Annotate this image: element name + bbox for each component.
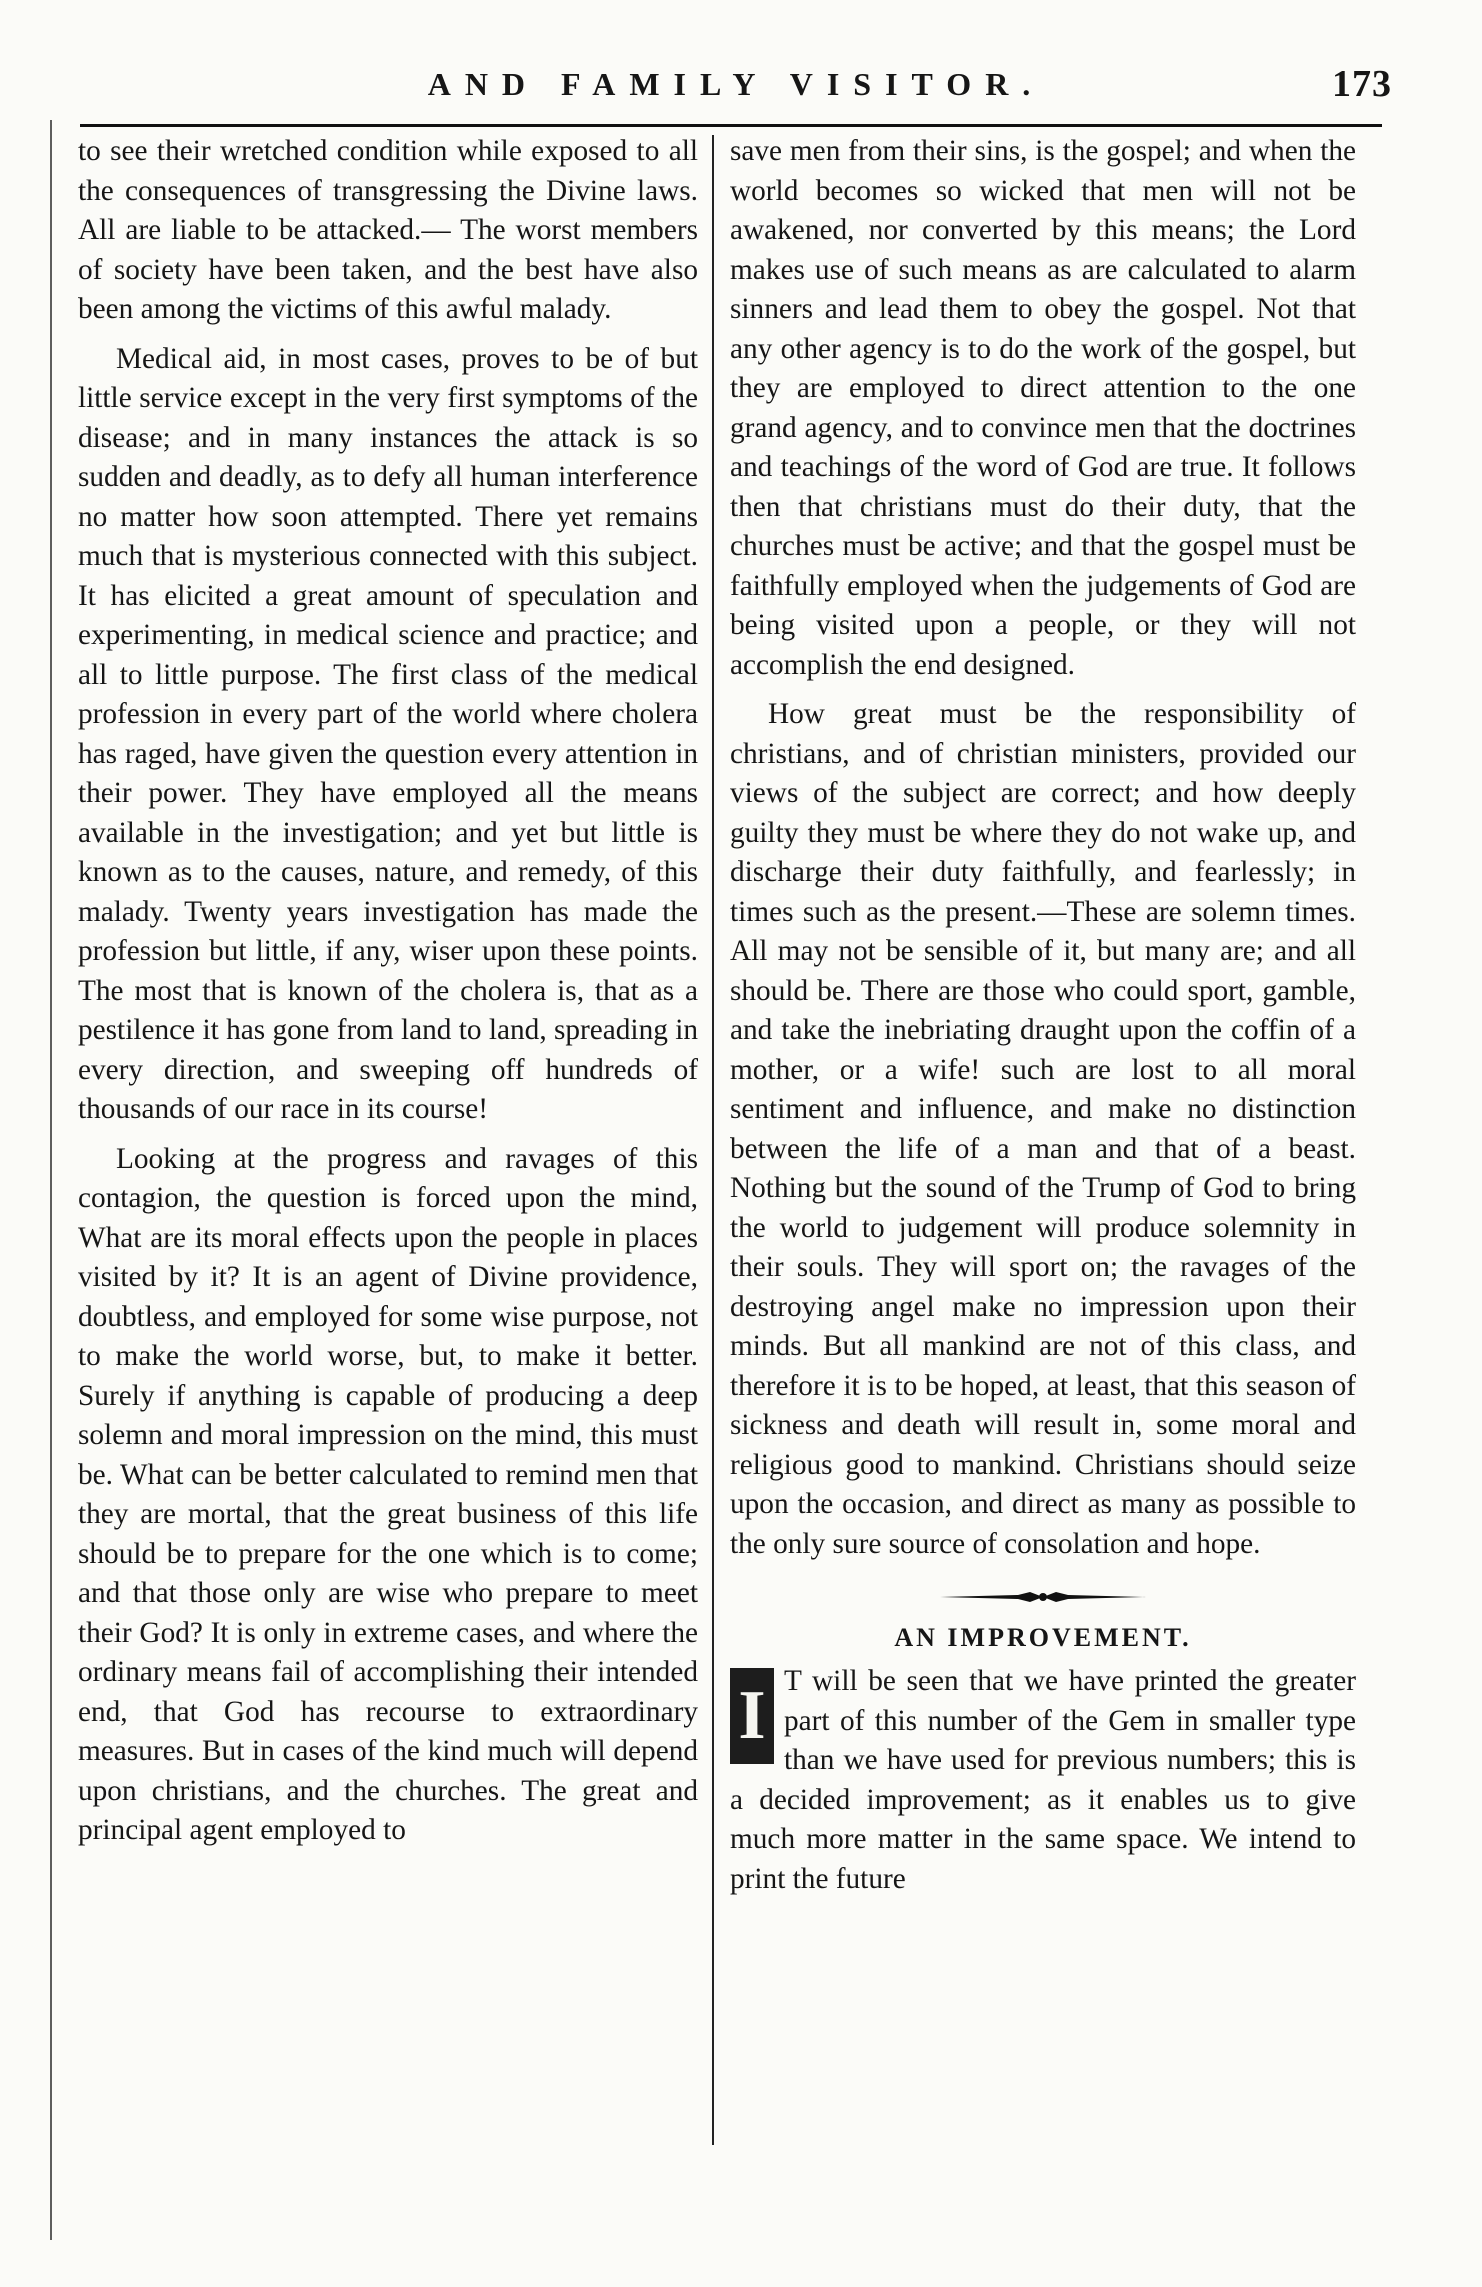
page-number: 173 <box>1332 63 1392 105</box>
section-heading: AN IMPROVEMENT. <box>894 1623 1192 1652</box>
article-body <box>730 1662 1356 1899</box>
left-paragraph-1: to see their wretched condition while exposed to all the consequences of transgressing the Divine laws. All are liable to be attacked.— The worst members of society have been taken, and the best have also been among the victims of this awful malady. <box>78 135 698 325</box>
ornament-rule-icon <box>938 1590 1148 1604</box>
running-header-title: AND FAMILY VISITOR. <box>427 66 1045 102</box>
right-column <box>730 132 1356 1899</box>
left-column <box>78 132 698 1851</box>
section-ornament-divider <box>938 1590 1148 1604</box>
drop-cap-letter: I <box>730 1668 774 1764</box>
header-rule <box>80 124 1382 127</box>
right-paragraph-1: save men from their sins, is the gospel; and when the world becomes so wicked that men will not be awakened, nor converted by this means; the Lord makes use of such means as are calculated to alarm sinners and lead them to obey the gospel. Not that any other agency is to do the work of the gospel, but they are employed to direct attention to the one grand agency, and to convince men that the doctrines and teachings of the word of God are true. It follows then that christians must do their duty, that the churches must be active; and that the gospel must be faithfully employed when the judgements of God are being visited upon a people, or they will not accomplish the end designed. <box>730 135 1356 681</box>
left-paragraph-3: Looking at the progress and ravages of this contagion, the question is forced upon the mind, What are its moral effects upon the people in places visited by it? It is an agent of Divine providence, doubtless, and employed for some wise purpose, not to make the world worse, but, to make it better. Surely if anything is capable of producing a deep solemn and moral impression on the mind, this must be. What can be better calculated to remind men that they are mortal, that the great business of this life should be to prepare for the one which is to come; and that those only are wise who prepare to meet their God? It is only in extreme cases, and where the ordinary means fail of accomplishing their intended end, that God has recourse to extraordinary measures. But in cases of the kind much will depend upon christians, and the churches. The great and principal agent employed to <box>78 1142 698 1846</box>
left-paragraph-2: Medical aid, in most cases, proves to be of but little service except in the very first symptoms of the disease; and in many instances the attack is so sudden and deadly, as to defy all human interference no matter how soon attempted. There yet remains much that is mysterious connected with this subject. It has elicited a great amount of speculation and experimenting, in medical science and practice; and all to little purpose. The first class of the medical profession in every part of the world where cholera has raged, have given the question every attention in their power. They have employed all the means available in the investigation; and yet but little is known as to the causes, nature, and remedy, of this malady. Twenty years investigation has made the profession but little, if any, wiser upon these points. The most that is known of the cholera is, that as a pestilence it has gone from land to land, spreading in every direction, and sweeping off hundreds of thousands of our race in its course! <box>78 342 698 1125</box>
left-margin-line <box>50 120 52 2240</box>
page-header <box>80 63 1392 124</box>
column-divider <box>712 135 714 2145</box>
right-paragraph-3: T will be seen that we have printed the greater part of this number of the Gem in smaller type than we have used for previous numbers; this is a decided improvement; as it enables us to give much more matter in the same space. We intend to print the future <box>730 1665 1356 1895</box>
right-paragraph-2: How great must be the responsibility of christians, and of christian ministers, provided our views of the subject are correct; and how deeply guilty they must be where they do not wake up, and discharge their duty faithfully, and fearlessly; in times such as the present.—These are solemn times. All may not be sensible of it, but many are; and all should be. There are those who could sport, gamble, and take the inebriating draught upon the coffin of a mother, or a wife! such are lost to all moral sentiment and influence, and make no distinction between the life of a man and that of a beast. Nothing but the sound of the Trump of God to bring the world to judgement will produce solemnity in their souls. They will sport on; the ravages of the destroying angel make no impression upon their minds. But all mankind are not of this class, and therefore it is to be hoped, at least, that this season of sickness and death will result in, some moral and religious good to mankind. Christians should seize upon the occasion, and direct as many as possible to the only sure source of consolation and hope. <box>730 698 1356 1560</box>
